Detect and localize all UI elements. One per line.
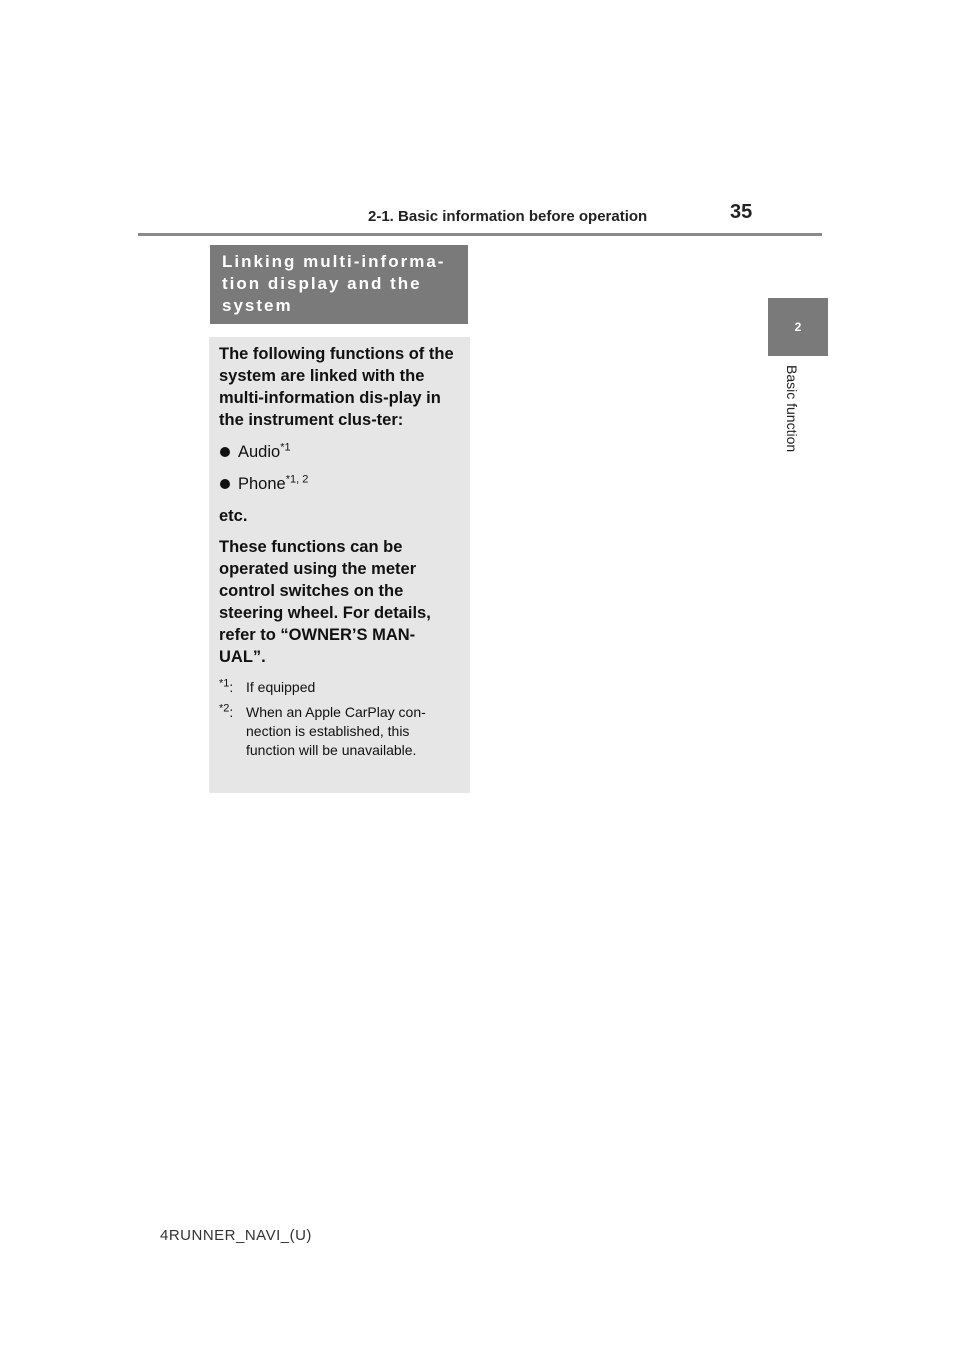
etc-text: etc. bbox=[219, 507, 248, 525]
chapter-label: Basic function bbox=[784, 365, 800, 453]
header-divider bbox=[138, 233, 822, 236]
page-number: 35 bbox=[730, 201, 753, 223]
footer-model-code: 4RUNNER_NAVI_(U) bbox=[160, 1227, 312, 1244]
footnote-2 bbox=[219, 703, 456, 760]
list-item-label: Phone bbox=[238, 475, 286, 493]
footnote-mark: $^{*2}$: bbox=[219, 702, 234, 720]
chapter-number: 2 bbox=[794, 320, 802, 334]
footnote-1 bbox=[219, 678, 456, 697]
footnote-ref: *1 bbox=[280, 441, 291, 454]
body-text: These functions can be operated using the meter control switches on the steering wheel. For details, refer to “OWNER’S MAN-UAL”. bbox=[219, 538, 431, 666]
footnote-mark: $^{*1}$: bbox=[219, 677, 234, 695]
section-heading: Linking multi-informa-tion display and the system bbox=[210, 245, 468, 324]
list-item-label: Audio bbox=[238, 443, 281, 461]
intro-text: The following functions of the system are linked with the multi-information dis-play in the instrument clus-ter: bbox=[219, 345, 454, 429]
header-section-title: 2-1. Basic information before operation bbox=[368, 208, 648, 225]
list-item-phone bbox=[219, 473, 456, 495]
footnote-ref: *1, 2 bbox=[285, 473, 309, 486]
chapter-tab bbox=[768, 298, 828, 356]
bullet-icon bbox=[220, 479, 230, 489]
footnote-text: When an Apple CarPlay con-nection is established, this function will be unavailable. bbox=[246, 704, 426, 758]
bullet-icon bbox=[220, 447, 230, 457]
list-item-audio bbox=[219, 441, 456, 463]
content-box bbox=[209, 337, 470, 793]
footnote-text: If equipped bbox=[246, 679, 316, 695]
